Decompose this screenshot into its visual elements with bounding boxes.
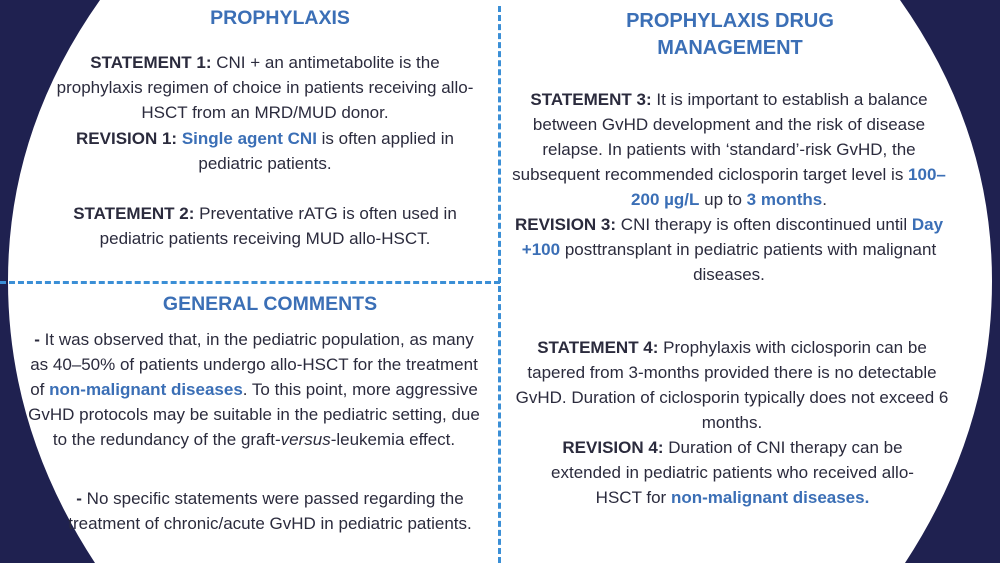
general-comment-1-highlight: non-malignant diseases: [49, 380, 243, 399]
general-comment-2-bullet: -: [76, 489, 87, 508]
statement-2-text: Preventative rATG is often used in pediatric patients receiving MUD allo-HSCT.: [99, 204, 457, 248]
revision-1: [55, 126, 475, 176]
statement-2: [55, 201, 475, 251]
revision-4-text-a: Duration of CNI therapy can be extended in pediatric patients who received allo-HSCT for: [551, 438, 914, 507]
statement-4-label: STATEMENT 4:: [537, 338, 659, 357]
statement-3-text-c: .: [822, 190, 827, 209]
statement-2-label: STATEMENT 2:: [73, 204, 195, 223]
drug-management-heading: [580, 8, 880, 62]
revision-1-label: REVISION 1:: [76, 129, 178, 148]
general-comments-heading: GENERAL COMMENTS: [162, 293, 378, 315]
statement-4: [512, 335, 952, 435]
statement-3-highlight-duration: 3 months: [746, 190, 823, 209]
vertical-divider: [498, 6, 501, 563]
statement-3-highlight-level: 100–200 µg/L: [631, 165, 946, 209]
revision-3-text-b: posttransplant in pediatric patients with malignant diseases.: [560, 240, 937, 284]
revision-4-label: REVISION 4:: [562, 438, 664, 457]
general-comment-1-text-b: . To this point, more aggressive GvHD protocols may be suitable in the pediatric setting, due to the redundancy of the graft-: [28, 380, 480, 449]
general-comment-2-text: No specific statements were passed regarding the treatment of chronic/acute GvHD in pediatric patients.: [68, 489, 472, 533]
revision-3-highlight: Day +100: [521, 215, 944, 259]
statement-3-label: STATEMENT 3:: [530, 90, 652, 109]
general-comment-2: [60, 486, 480, 536]
revision-3-label: REVISION 3:: [514, 215, 617, 234]
statement-1-text: CNI + an antimetabolite is the prophylaxis regimen of choice in patients receiving allo-HSCT from an MRD/MUD donor.: [56, 53, 474, 122]
drug-management-heading-line-2: MANAGEMENT: [657, 37, 803, 59]
general-comment-1-italic: versus: [280, 430, 331, 449]
revision-3-text-a: CNI therapy is often discontinued until: [616, 215, 912, 234]
general-comment-1-text-a: It was observed that, in the pediatric population, as many as 40–50% of patients undergo allo-HSCT for the treatment of: [30, 330, 478, 399]
prophylaxis-heading: PROPHYLAXIS: [210, 7, 350, 29]
revision-1-highlight: Single agent CNI: [181, 129, 317, 148]
revision-4: [530, 435, 935, 510]
general-comment-1-text-c: -leukemia effect.: [330, 430, 456, 449]
revision-3: [508, 212, 950, 287]
general-comment-1: [28, 327, 480, 452]
statement-1-label: STATEMENT 1:: [90, 53, 212, 72]
revision-4-highlight: non-malignant diseases.: [670, 488, 870, 507]
drug-management-heading-line-1: PROPHYLAXIS DRUG: [626, 10, 834, 32]
statement-3: [508, 87, 950, 212]
statement-4-text: Prophylaxis with ciclosporin can be tapered from 3-months provided there is no detectable GvHD. Duration of ciclosporin typically does not exceed 6 months.: [515, 338, 949, 432]
horizontal-divider: [0, 281, 500, 284]
revision-1-text: is often applied in pediatric patients.: [198, 129, 454, 173]
statement-3-text-a: It is important to establish a balance between GvHD development and the risk of disease relapse. In patients with ‘standard’-risk GvHD, the subsequent recommended ciclosporin target level is: [512, 90, 928, 184]
general-comment-1-bullet: -: [34, 330, 45, 349]
statement-1: [55, 50, 475, 125]
statement-3-text-b: up to: [699, 190, 747, 209]
